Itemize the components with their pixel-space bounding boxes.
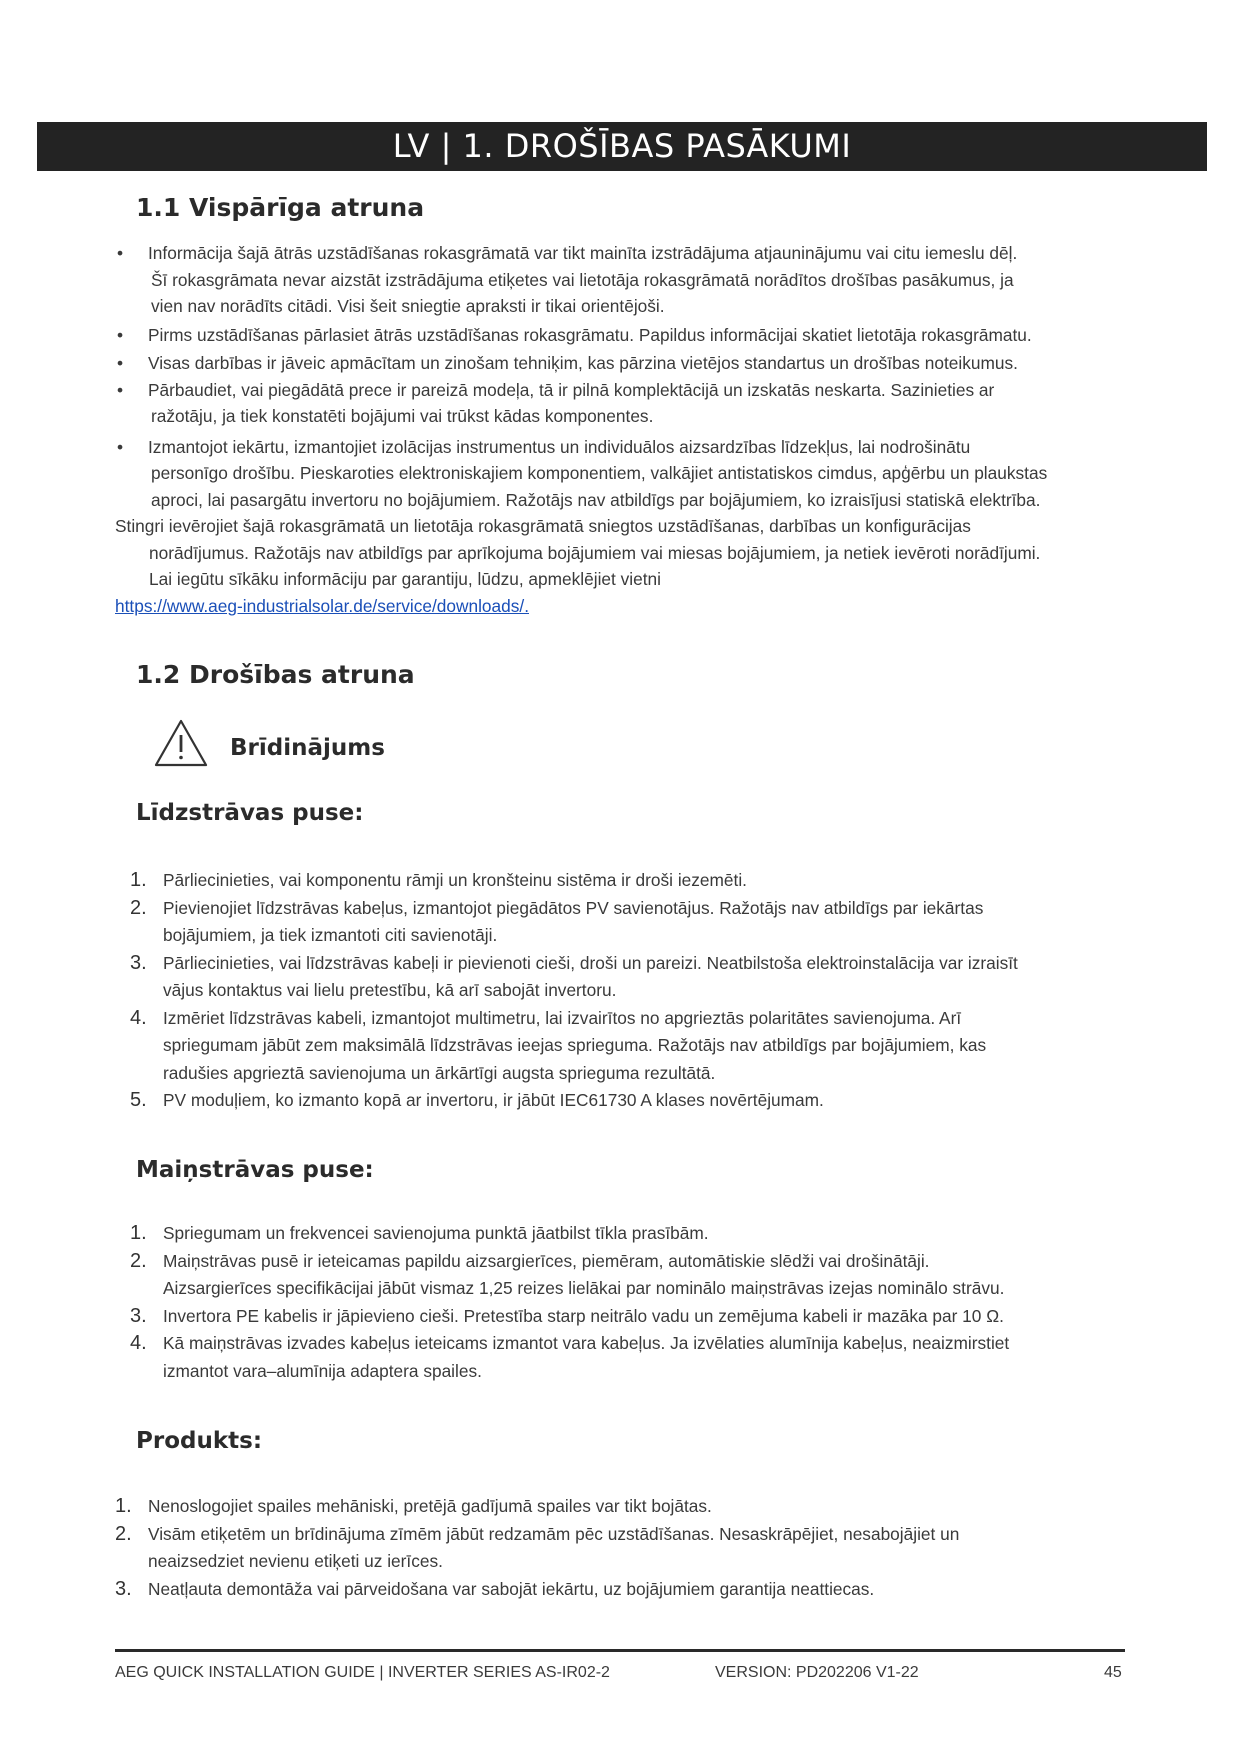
downloads-link[interactable]: https://www.aeg-industrialsolar.de/service/downloads/. — [115, 595, 529, 616]
list-item: 1. Pārliecinieties, vai komponentu rāmji un kronšteinu sistēma ir droši iezemēti. — [130, 869, 747, 891]
list-item: 2. Visām etiķetēm un brīdinājuma zīmēm jābūt redzamām pēc uzstādīšanas. Nesaskrāpējiet, nesabojājiet un neaizsedziet nevienu etiķeti uz ierīces. — [115, 1522, 960, 1571]
page-number: 45 — [1104, 1664, 1122, 1681]
bullet-item: • Pārbaudiet, vai piegādātā prece ir pareizā modeļa, tā ir pilnā komplektācijā un izskatās neskarta. Sazinieties ar ražotāju, ja tiek konstatēti bojājumi vai trūkst kādas komponentes. — [117, 379, 995, 426]
list-item: 5. PV moduļiem, ko izmanto kopā ar invertoru, ir jābūt IEC61730 A klases novērtējumam. — [130, 1089, 824, 1111]
instructions-note: Stingri ievērojiet šajā rokasgrāmatā un lietotāja rokasgrāmatā sniegtos uzstādīšanas, darbības un konfigurācijas norādījumus. Ražotājs nav atbildīgs par aprīkojuma bojājumiem vai miesas bojājumiem, ja netiek ievēroti norādījumi. Lai iegūtu sīkāku informāciju par garantiju, lūdzu, apmeklējiet vietni — [115, 516, 1041, 589]
footer-version: VERSION: PD202206 V1-22 — [715, 1664, 919, 1681]
dc-side-list — [130, 867, 1130, 1115]
list-item: 3. Pārliecinieties, vai līdzstrāvas kabeļi ir pievienoti cieši, droši un pareizi. Neatbilstoša elektroinstalācija var izraisīt vājus kontaktus vai lielu pretestību, kā arī sabojāt invertoru. — [130, 951, 1018, 1000]
warning-triangle-icon — [153, 718, 209, 768]
ac-side-list — [130, 1220, 1130, 1385]
product-list — [115, 1493, 1115, 1603]
heading-ac-side: Maiņstrāvas puse: — [136, 1157, 374, 1183]
list-item: 3. Neatļauta demontāža vai pārveidošana var sabojāt iekārtu, uz bojājumiem garantija neattiecas. — [115, 1577, 875, 1600]
section-banner: LV | 1. DROŠĪBAS PASĀKUMI — [37, 122, 1207, 171]
list-item: 3. Invertora PE kabelis ir jāpievieno cieši. Pretestība starp neitrālo vadu un zemējuma kabeli ir mazāka par 10 Ω. — [130, 1304, 1004, 1327]
list-item: 2. Maiņstrāvas pusē ir ieteicamas papildu aizsargierīces, piemēram, automātiskie slēdži vai drošinātāji. Aizsargierīces specifikācijai jābūt vismaz 1,25 reizes lielākai par nominālo maiņstrāvas izejas nominālo strāvu. — [130, 1249, 1005, 1298]
heading-product: Produkts: — [136, 1428, 263, 1454]
general-disclaimer-body — [115, 240, 1125, 619]
heading-dc-side: Līdzstrāvas puse: — [136, 800, 364, 826]
list-item: 2. Pievienojiet līdzstrāvas kabeļus, izmantojot piegādātos PV savienotājus. Ražotājs nav atbildīgs par iekārtas bojājumiem, ja tiek izmantoti citi savienotāji. — [130, 896, 984, 945]
list-item: 1. Nenoslogojiet spailes mehāniski, pretējā gadījumā spailes var tikt bojātas. — [115, 1495, 712, 1517]
list-item: 4. Kā maiņstrāvas izvades kabeļus ieteicams izmantot vara kabeļus. Ja izvēlaties alumīnija kabeļus, neaizmirstiet izmantot vara–alumīnija adaptera spailes. — [130, 1332, 1010, 1381]
warning-label: Brīdinājums — [230, 735, 385, 761]
heading-safety-disclaimer: 1.2 Drošības atruna — [136, 660, 415, 689]
bullet-item: • Visas darbības ir jāveic apmācītam un zinošam tehniķim, kas pārzina vietējos standartus un drošības noteikumus. — [117, 353, 1018, 373]
bullet-item: • Informācija šajā ātrās uzstādīšanas rokasgrāmatā var tikt mainīta izstrādājuma atjauninājumu vai citu iemeslu dēļ. Šī rokasgrāmata nevar aizstāt izstrādājuma etiķetes vai lietotāja rokasgrāmatā norādītos drošības pasākumus, ja vien nav norādīts citādi. Visi šeit sniegtie apraksti ir tikai orientējoši. — [117, 243, 1018, 316]
list-item: 1. Spriegumam un frekvencei savienojuma punktā jāatbilst tīkla prasībām. — [130, 1222, 709, 1244]
footer-divider — [115, 1649, 1125, 1652]
list-item: 4. Izmēriet līdzstrāvas kabeli, izmantojot multimetru, lai izvairītos no apgrieztās polaritātes savienojuma. Arī spriegumam jābūt zem maksimālā līdzstrāvas ieejas sprieguma. Ražotājs nav atbildīgs par bojājumiem, kas radušies apgrieztā savienojuma un ārkārtīgi augsta sprieguma rezultātā. — [130, 1006, 987, 1083]
bullet-item: • Izmantojot iekārtu, izmantojiet izolācijas instrumentus un individuālos aizsardzības līdzekļus, lai nodrošinātu personīgo drošību. Pieskaroties elektroniskajiem komponentiem, valkājiet antistatiskos cimdus, apģērbu un plaukstas aproci, lai pasargātu invertoru no bojājumiem. Ražotājs nav atbildīgs par bojājumiem, ko izraisījusi statiskā elektrība. — [117, 436, 1048, 510]
heading-general-disclaimer: 1.1 Vispārīga atruna — [136, 193, 425, 222]
bullet-item: • Pirms uzstādīšanas pārlasiet ātrās uzstādīšanas rokasgrāmatu. Papildus informācijai skatiet lietotāja rokasgrāmatu. — [117, 324, 1032, 345]
footer-guide-title: AEG QUICK INSTALLATION GUIDE | INVERTER SERIES AS-IR02-2 — [115, 1664, 610, 1681]
